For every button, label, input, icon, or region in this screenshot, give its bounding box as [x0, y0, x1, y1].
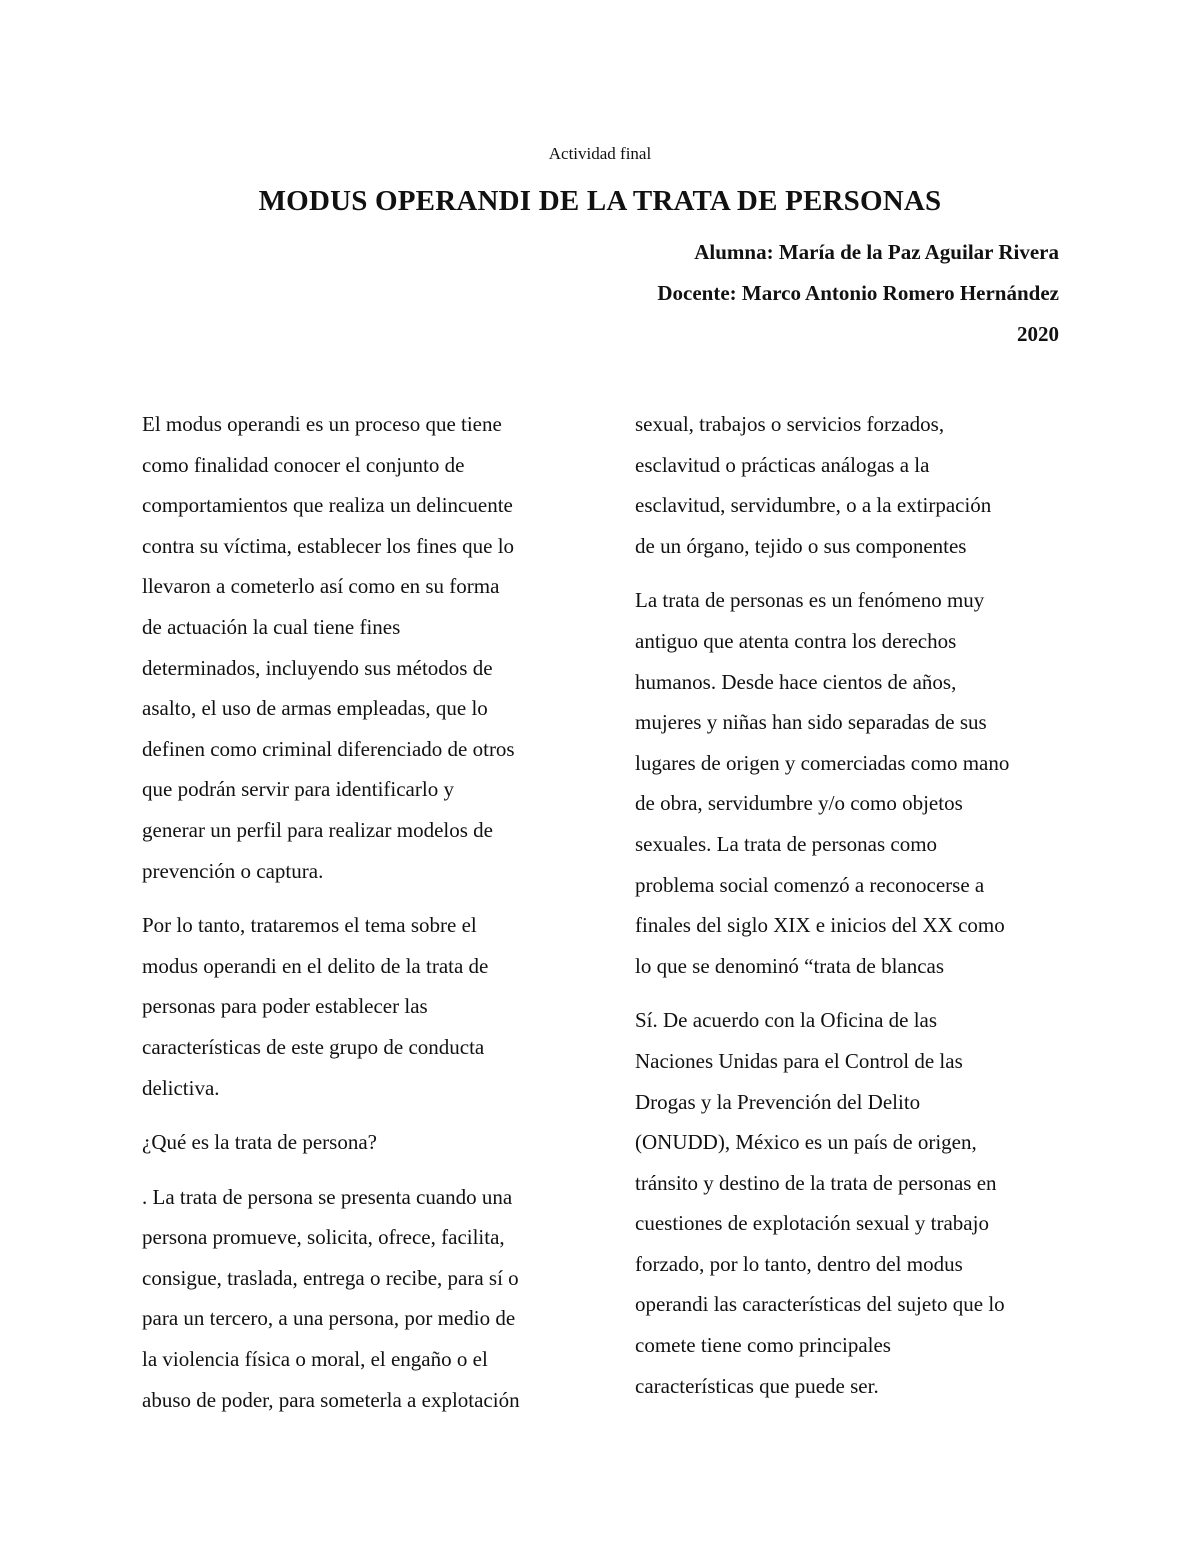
left-column [142, 404, 582, 1434]
text-line: Naciones Unidas para el Control de las [635, 1048, 963, 1073]
text-line: prevención o captura. [142, 858, 324, 883]
text-line: características de este grupo de conducta [142, 1034, 485, 1059]
text-line: generar un perfil para realizar modelos de [142, 817, 493, 842]
paragraph [635, 580, 1065, 986]
text-line: definen como criminal diferenciado de otros [142, 736, 515, 761]
text-line: antiguo que atenta contra los derechos [635, 628, 957, 653]
text-line: llevaron a cometerlo así como en su forma [142, 574, 500, 599]
text-line: Por lo tanto, trataremos el tema sobre el [142, 913, 477, 938]
text-line: comportamientos que realiza un delincuente [142, 493, 513, 518]
document-title: MODUS OPERANDI DE LA TRATA DE PERSONAS [258, 185, 942, 217]
paragraph [142, 905, 582, 1108]
text-line: asalto, el uso de armas empleadas, que lo [142, 696, 488, 721]
text-line: determinados, incluyendo sus métodos de [142, 655, 493, 680]
text-line: delictiva. [142, 1075, 220, 1100]
text-line: para un tercero, a una persona, por medio de [142, 1306, 516, 1331]
text-line: tránsito y destino de la trata de personas en [635, 1170, 997, 1195]
text-line: persona promueve, solicita, ofrece, facilita, [142, 1225, 505, 1250]
text-line: consigue, traslada, entrega o recibe, para sí o [142, 1265, 519, 1290]
text-line: forzado, por lo tanto, dentro del modus [635, 1251, 963, 1276]
document-subtitle: Actividad final [548, 144, 652, 163]
text-line: esclavitud, servidumbre, o a la extirpación [635, 493, 992, 518]
text-line: de obra, servidumbre y/o como objetos [635, 791, 963, 816]
text-line: esclavitud o prácticas análogas a la [635, 452, 930, 477]
text-line: sexuales. La trata de personas como [635, 831, 938, 856]
text-line: problema social comenzó a reconocerse a [635, 872, 985, 897]
text-line: humanos. Desde hace cientos de años, [635, 669, 957, 694]
text-line: cuestiones de explotación sexual y trabajo [635, 1211, 989, 1236]
text-line: que podrán servir para identificarlo y [142, 777, 454, 802]
text-line: El modus operandi es un proceso que tiene [142, 412, 502, 436]
text-line: la violencia física o moral, el engaño o el [142, 1347, 488, 1372]
text-line: finales del siglo XIX e inicios del XX como [635, 913, 1005, 938]
text-line: Sí. De acuerdo con la Oficina de las [635, 1008, 938, 1033]
student-name: Alumna: María de la Paz Aguilar Rivera [694, 240, 1059, 264]
text-line: de actuación la cual tiene fines [142, 614, 401, 639]
text-line: (ONUDD), México es un país de origen, [635, 1130, 977, 1155]
text-line: contra su víctima, establecer los fines que lo [142, 533, 515, 558]
right-column [635, 404, 1065, 1420]
text-line: abuso de poder, para someterla a explotación [142, 1387, 520, 1412]
teacher-name: Docente: Marco Antonio Romero Hernández [657, 281, 1059, 305]
text-line: . La trata de persona se presenta cuando una [142, 1184, 513, 1209]
text-line: lo que se denominó “trata de blancas [635, 953, 945, 978]
text-line: personas para poder establecer las [142, 994, 428, 1019]
paragraph [142, 404, 582, 891]
paragraph [142, 1177, 582, 1421]
paragraph [635, 404, 1065, 566]
text-line: modus operandi en el delito de la trata de [142, 953, 489, 978]
text-line: características que puede ser. [635, 1373, 879, 1398]
text-line: sexual, trabajos o servicios forzados, [635, 412, 945, 436]
text-line: como finalidad conocer el conjunto de [142, 452, 465, 477]
text-line: ¿Qué es la trata de persona? [142, 1130, 377, 1155]
text-line: comete tiene como principales [635, 1333, 891, 1358]
text-line: Drogas y la Prevención del Delito [635, 1089, 921, 1114]
paragraph [142, 1122, 582, 1163]
text-line: La trata de personas es un fenómeno muy [635, 588, 985, 613]
document-year: 2020 [1017, 322, 1059, 346]
text-line: mujeres y niñas han sido separadas de sus [635, 710, 987, 735]
text-line: operandi las características del sujeto que lo [635, 1292, 1005, 1317]
text-line: lugares de origen y comerciadas como mano [635, 750, 1010, 775]
paragraph [635, 1000, 1065, 1406]
text-line: de un órgano, tejido o sus componentes [635, 533, 967, 558]
